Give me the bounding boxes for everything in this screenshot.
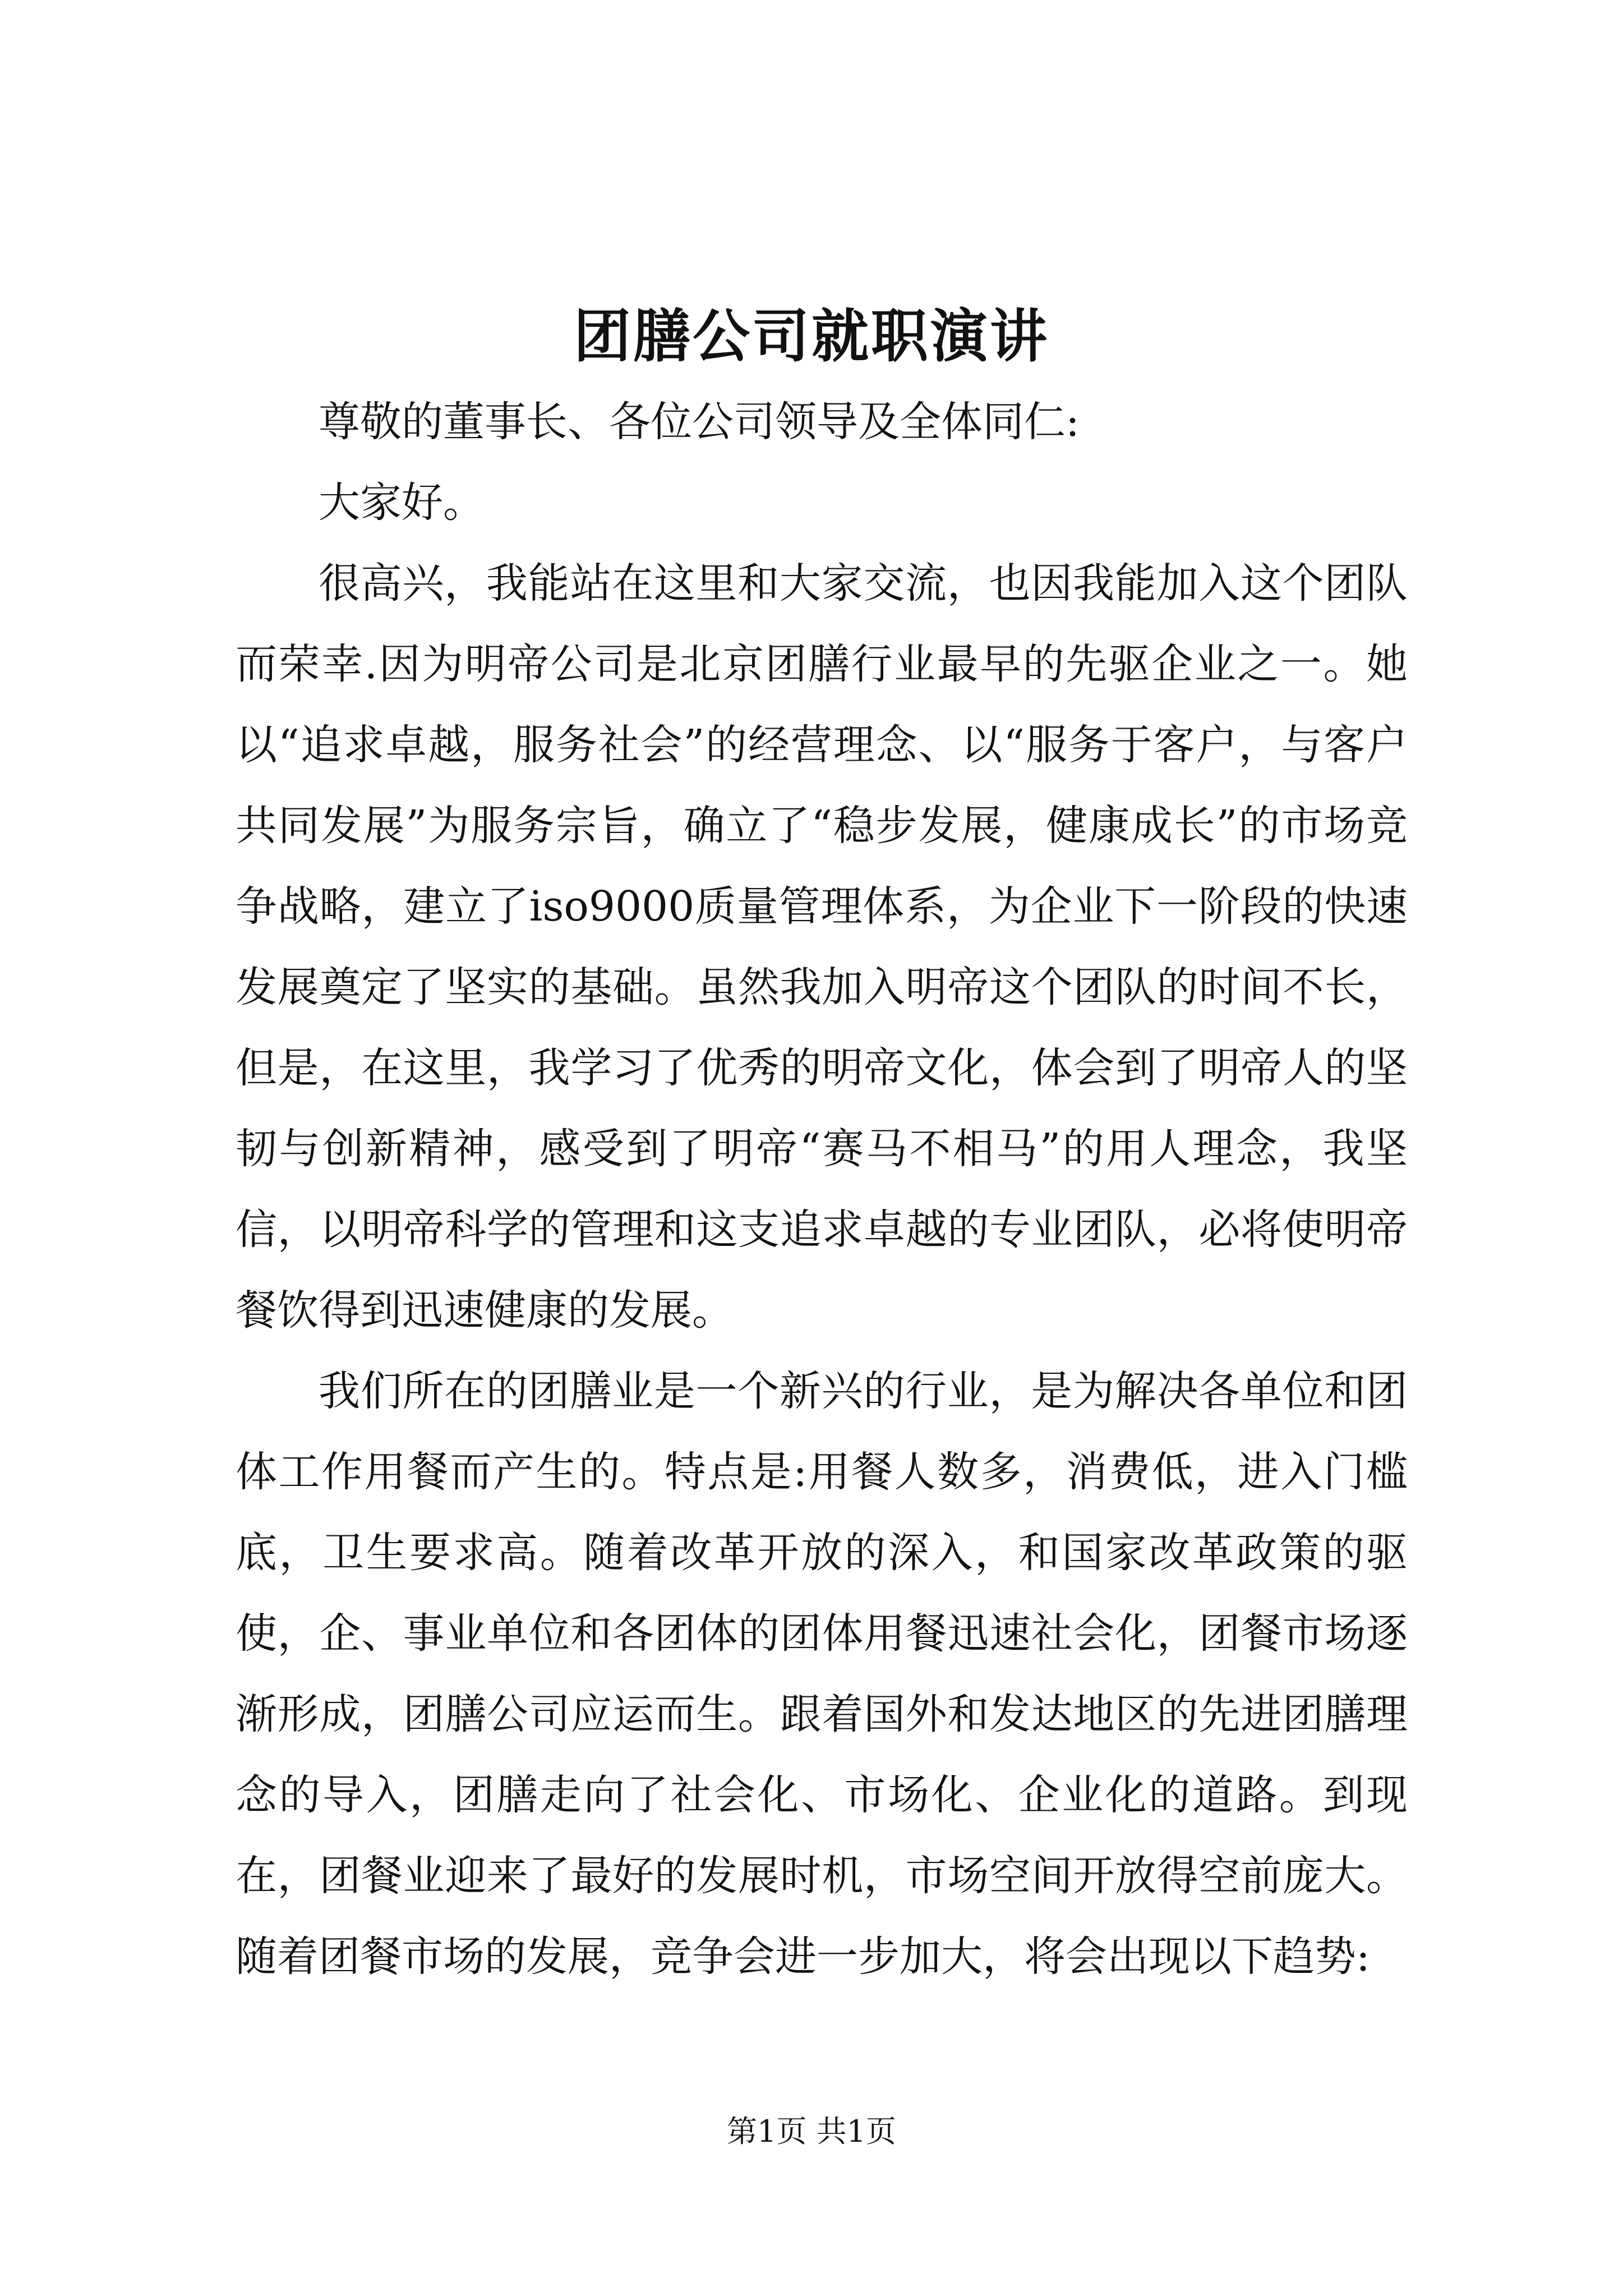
document-title: 团膳公司就职演讲 <box>574 303 1049 370</box>
industry-paragraph: 我们所在的团膳业是一个新兴的行业，是为解决各单位和团体工作用餐而产生的。特点是:用餐人数多，消费低，进入门槛底，卫生要求高。随着改革开放的深入，和国家改革政策的驱使，企、事业单位和各团体的团体用餐迅速社会化，团餐市场逐渐形成，团膳公司应运而生。跟着国外和发达地区的先进团膳理念的导入，团膳走向了社会化、市场化、企业化的道路。到现在，团餐业迎来了最好的发展时机，市场空间开放得空前庞大。随着团餐市场的发展，竞争会进一步加大，将会出现以下趋势: <box>236 1367 1408 1981</box>
document-body <box>236 381 1408 1997</box>
page-footer: 第1页 共1页 <box>727 2114 896 2149</box>
introduction-paragraph: 很高兴，我能站在这里和大家交流，也因我能加入这个团队而荣幸.因为明帝公司是北京团膳行业最早的先驱企业之一。她以“追求卓越，服务社会”的经营理念、以“服务于客户，与客户共同发展”为服务宗旨，确立了“稳步发展，健康成长”的市场竞争战略，建立了iso9000质量管理体系，为企业下一阶段的快速发展奠定了坚实的基础。虽然我加入明帝这个团队的时间不长，但是，在这里，我学习了优秀的明帝文化，体会到了明帝人的坚韧与创新精神，感受到了明帝“赛马不相马”的用人理念，我坚信，以明帝科学的管理和这支追求卓越的专业团队，必将使明帝餐饮得到迅速健康的发展。 <box>236 559 1408 1335</box>
salutation-paragraph: 尊敬的董事长、各位公司领导及全体同仁: <box>319 398 1080 446</box>
greeting-paragraph: 大家好。 <box>319 478 485 527</box>
